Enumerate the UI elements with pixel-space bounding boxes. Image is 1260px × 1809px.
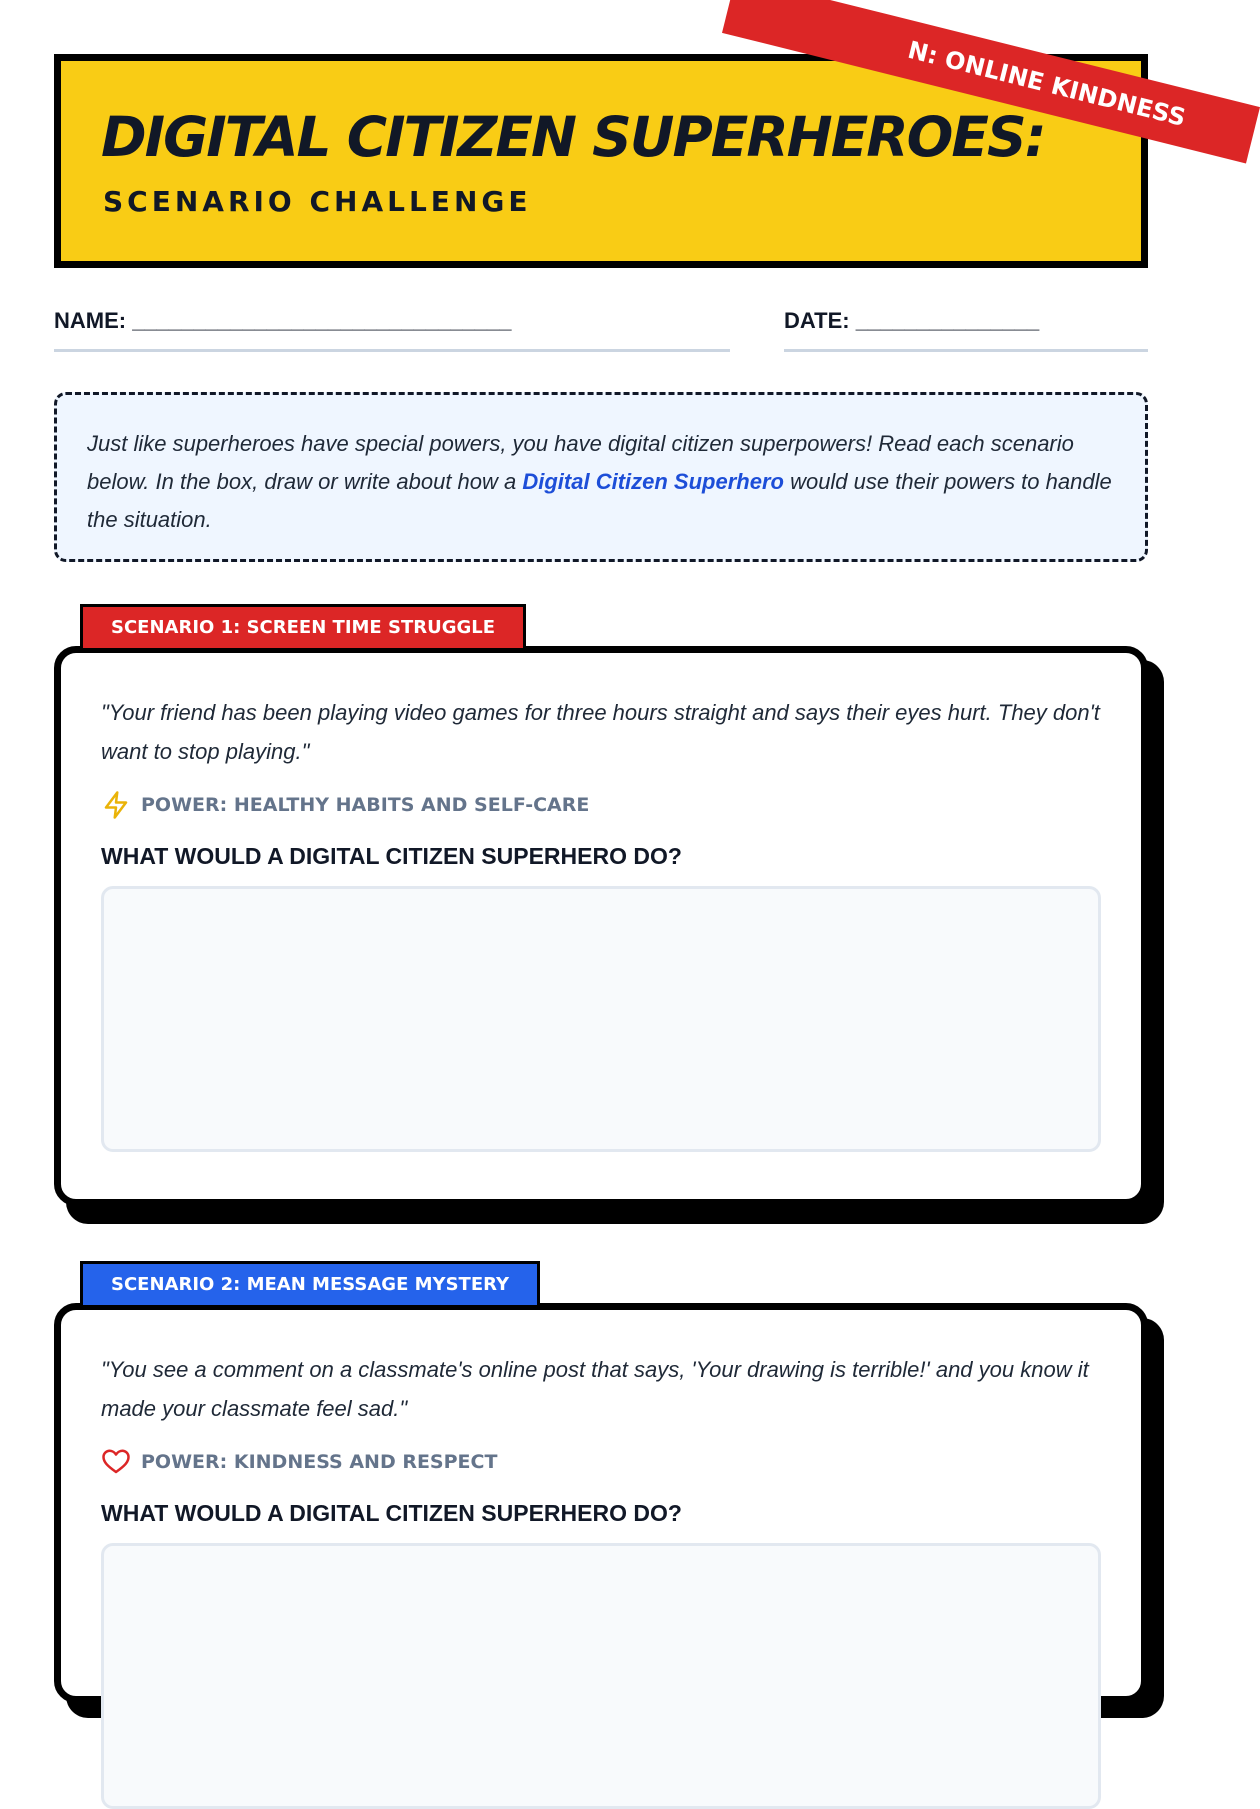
scenario-2-question: WHAT WOULD A DIGITAL CITIZEN SUPERHERO DO? [101, 1500, 682, 1526]
scenario-2-quote: "You see a comment on a classmate's online post that says, 'Your drawing is terrible!' and you know it made your classmate feel sad." [101, 1357, 1089, 1421]
scenario-2-tag: SCENARIO 2: MEAN MESSAGE MYSTERY [80, 1261, 540, 1305]
theme-ribbon: N: ONLINE KINDNESS [722, 0, 1260, 163]
scenario-1-quote: "Your friend has been playing video games for three hours straight and says their eyes hurt. They don't want to stop playing." [101, 700, 1100, 764]
scenario-1-power [101, 789, 1101, 821]
date-field[interactable]: DATE: _______________ [784, 304, 1148, 352]
scenario-2-power-label: POWER: KINDNESS AND RESPECT [141, 1451, 498, 1473]
instructions-text-before: Just like superheroes have special powers, you have digital citizen superpowers! Read each scenario below. In the box, draw or write about how a [87, 431, 1074, 494]
page-subtitle: SCENARIO CHALLENGE [103, 185, 532, 218]
instructions-text-after: would use their powers to handle the situation. [87, 469, 1112, 532]
scenario-2-power [101, 1446, 1101, 1478]
name-field[interactable]: NAME: _______________________________ [54, 304, 730, 352]
lightning-icon [101, 790, 131, 820]
scenario-1-power-label: POWER: HEALTHY HABITS AND SELF-CARE [141, 794, 590, 816]
scenario-1-tag: SCENARIO 1: SCREEN TIME STRUGGLE [80, 604, 526, 648]
heart-icon [101, 1447, 131, 1477]
scenario-2-answer-box[interactable] [101, 1543, 1101, 1809]
scenario-1-question: WHAT WOULD A DIGITAL CITIZEN SUPERHERO DO? [101, 843, 682, 869]
page-title: DIGITAL CITIZEN SUPERHEROES: [101, 105, 1045, 169]
instructions-box [54, 392, 1148, 562]
header-banner [54, 35, 1189, 268]
scenario-1-answer-box[interactable] [101, 886, 1101, 1152]
scenario-1-card [54, 646, 1148, 1206]
instructions-highlight: Digital Citizen Superhero [522, 469, 784, 494]
scenario-2-card [54, 1303, 1148, 1703]
